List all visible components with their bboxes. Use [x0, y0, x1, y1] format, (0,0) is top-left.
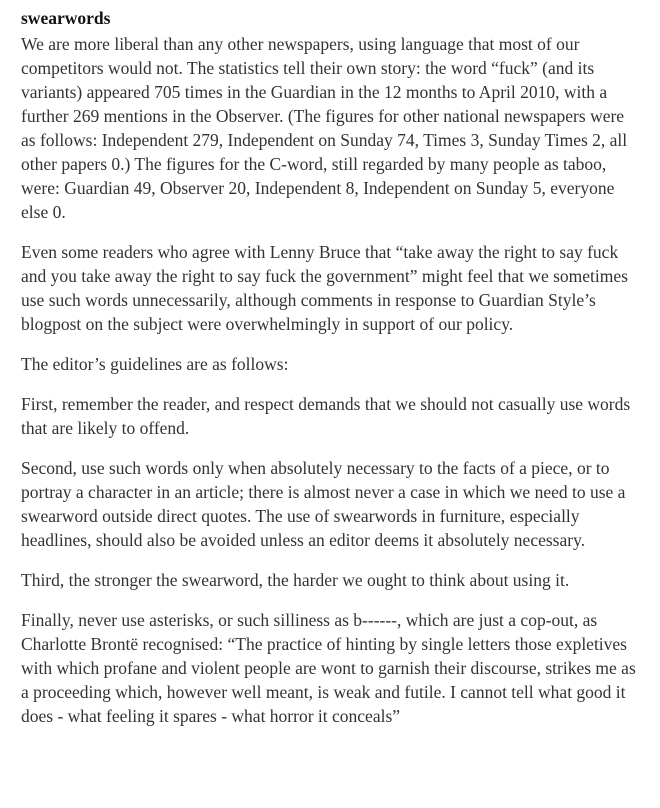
entry-title: swearwords	[21, 8, 111, 28]
paragraph-statistics: We are more liberal than any other newspapers, using language that most of our competitors would not. The statistics tell their own story: the word “fuck” (and its variants) appeared 705 times in the Guardian in the 12 months to April 2010, with a further 269 mentions in the Observer. (The figures for other national newspapers were as follows: Independent 279, Independent on Sunday 74, Times 3, Sunday Times 2, all other papers 0.) The figures for the C-word, still regarded by many people as taboo, were: Guardian 49, Observer 20, Independent 8, Independent on Sunday 5, everyone else 0.	[21, 34, 628, 222]
paragraph-rule-third: Third, the stronger the swearword, the harder we ought to think about using it.	[21, 570, 570, 590]
paragraph-guidelines-intro: The editor’s guidelines are as follows:	[21, 354, 289, 374]
paragraph-rule-second: Second, use such words only when absolutely necessary to the facts of a piece, or to portray a character in an article; there is almost never a case in which we need to use a swearword outside direct quotes. The use of swearwords in furniture, especially headlines, should also be avoided unless an editor deems it absolutely necessary.	[21, 458, 626, 550]
paragraph-rule-finally: Finally, never use asterisks, or such silliness as b------, which are just a cop-out, as Charlotte Brontë recognised: “The practice of hinting by single letters those expletives with which profane and violent people are wont to garnish their discourse, strikes me as a proceeding which, however well meant, is weak and futile. I cannot tell what good it does - what feeling it spares - what horror it conceals”	[21, 610, 636, 726]
paragraph-lenny-bruce: Even some readers who agree with Lenny Bruce that “take away the right to say fuck and you take away the right to say fuck the government” might feel that we sometimes use such words unnecessarily, although comments in response to Guardian Style’s blogpost on the subject were overwhelmingly in support of our policy.	[21, 242, 628, 334]
paragraph-rule-first: First, remember the reader, and respect demands that we should not casually use words that are likely to offend.	[21, 394, 631, 438]
